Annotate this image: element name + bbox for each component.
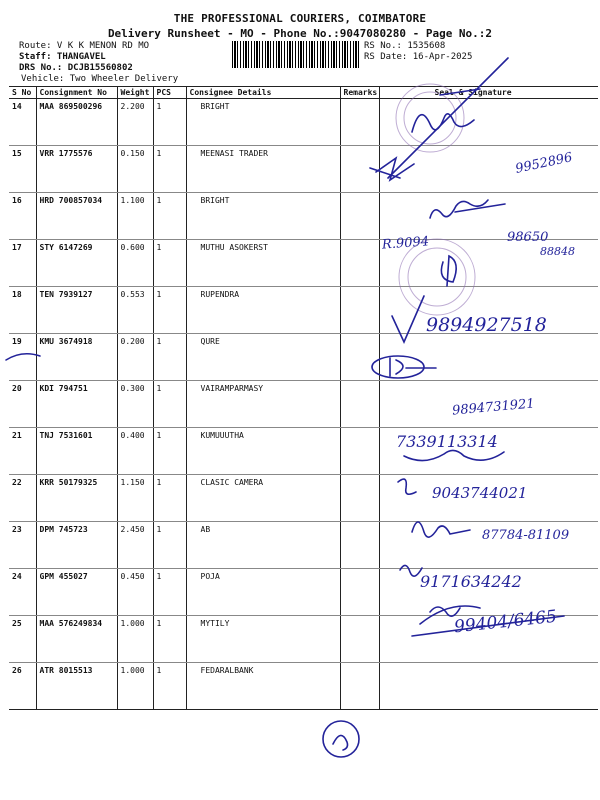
handwritten-phone-23: 9043744021 [432, 484, 528, 502]
cell-weight: 0.150 [117, 146, 153, 193]
handwritten-phone-17c: 88848 [540, 245, 575, 258]
cell-weight: 0.400 [117, 428, 153, 475]
cell-consignee: AB [186, 522, 340, 569]
cell-pcs: 1 [153, 663, 186, 710]
cell-consignee: RUPENDRA [186, 287, 340, 334]
cell-consignee: QURE [186, 334, 340, 381]
cell-pcs: 1 [153, 475, 186, 522]
cell-pcs: 1 [153, 334, 186, 381]
cell-remarks [340, 522, 379, 569]
cell-consignment: VRR 1775576 [36, 146, 117, 193]
cell-pcs: 1 [153, 99, 186, 146]
handwritten-phone-24: 87784-81109 [482, 528, 570, 543]
table-row [9, 663, 598, 710]
table-header-row [9, 87, 598, 99]
cell-consignee: BRIGHT [186, 193, 340, 240]
cell-remarks [340, 287, 379, 334]
table-row [9, 146, 598, 193]
cell-remarks [340, 616, 379, 663]
cell-consignee: POJA [186, 569, 340, 616]
cell-sno: 19 [9, 334, 36, 381]
cell-remarks [340, 240, 379, 287]
cell-pcs: 1 [153, 287, 186, 334]
cell-sno: 22 [9, 475, 36, 522]
cell-consignment: DPM 745723 [36, 522, 117, 569]
cell-pcs: 1 [153, 569, 186, 616]
cell-consignment: ATR 8015513 [36, 663, 117, 710]
cell-weight: 0.450 [117, 569, 153, 616]
cell-consignment: KDI 794751 [36, 381, 117, 428]
table-row [9, 99, 598, 146]
cell-sno: 14 [9, 99, 36, 146]
table-row [9, 334, 598, 381]
cell-sno: 20 [9, 381, 36, 428]
col-weight: Weight [117, 87, 153, 99]
cell-sno: 18 [9, 287, 36, 334]
staff-label: Staff: THANGAVEL [19, 52, 106, 62]
cell-remarks [340, 99, 379, 146]
initial-circle [323, 721, 359, 757]
cell-consignee: FEDARALBANK [186, 663, 340, 710]
cell-consignment: KRR 50179325 [36, 475, 117, 522]
cell-weight: 1.100 [117, 193, 153, 240]
cell-consignee: KUMUUUTHA [186, 428, 340, 475]
handwritten-phone-17b: 98650 [507, 230, 549, 245]
route-label: Route: V K K MENON RD MO [19, 41, 150, 51]
cell-sno: 21 [9, 428, 36, 475]
cell-weight: 0.300 [117, 381, 153, 428]
cell-consignment: TEN 7939127 [36, 287, 117, 334]
cell-consignee: MUTHU ASOKERST [186, 240, 340, 287]
col-pcs: PCS [153, 87, 186, 99]
runsheet-subtitle: Delivery Runsheet - MO - Phone No.:9047080280 - Page No.:2 [107, 27, 493, 40]
cell-pcs: 1 [153, 193, 186, 240]
col-consignment: Consignment No [36, 87, 117, 99]
cell-remarks [340, 475, 379, 522]
barcode [232, 41, 359, 68]
cell-remarks [340, 193, 379, 240]
cell-remarks [340, 569, 379, 616]
cell-remarks [340, 381, 379, 428]
cell-remarks [340, 334, 379, 381]
cell-signature [379, 99, 598, 146]
table-row [9, 428, 598, 475]
cell-signature [379, 193, 598, 240]
cell-signature [379, 663, 598, 710]
cell-sno: 25 [9, 616, 36, 663]
cell-sno: 23 [9, 522, 36, 569]
cell-consignment: KMU 3674918 [36, 334, 117, 381]
cell-consignment: STY 6147269 [36, 240, 117, 287]
handwritten-phone-25: 9171634242 [420, 572, 522, 591]
cell-consignment: MAA 576249834 [36, 616, 117, 663]
cell-weight: 2.200 [117, 99, 153, 146]
cell-weight: 1.000 [117, 616, 153, 663]
handwritten-phone-17: R.9094 [381, 234, 430, 253]
col-consignee: Consignee Details [186, 87, 340, 99]
cell-consignee: MYTILY [186, 616, 340, 663]
cell-pcs: 1 [153, 616, 186, 663]
cell-weight: 0.553 [117, 287, 153, 334]
cell-weight: 2.450 [117, 522, 153, 569]
cell-weight: 1.150 [117, 475, 153, 522]
vehicle-label: Vehicle: Two Wheeler Delivery [21, 74, 179, 84]
handwritten-phone-21: 9894731921 [451, 396, 536, 419]
cell-consignment: TNJ 7531601 [36, 428, 117, 475]
cell-consignment: GPM 455027 [36, 569, 117, 616]
cell-pcs: 1 [153, 381, 186, 428]
cell-remarks [340, 146, 379, 193]
cell-sno: 15 [9, 146, 36, 193]
cell-signature [379, 334, 598, 381]
cell-consignment: MAA 869500296 [36, 99, 117, 146]
col-sno: S No [9, 87, 36, 99]
cell-consignment: HRD 700857034 [36, 193, 117, 240]
cell-consignee: VAIRAMPARMASY [186, 381, 340, 428]
table-row [9, 240, 598, 287]
cell-sno: 17 [9, 240, 36, 287]
col-signature: Seal & Signature [379, 87, 598, 99]
cell-sno: 24 [9, 569, 36, 616]
cell-sno: 26 [9, 663, 36, 710]
rs-date: RS Date: 16-Apr-2025 [364, 52, 473, 62]
cell-pcs: 1 [153, 240, 186, 287]
rs-number: RS No.: 1535608 [364, 41, 446, 51]
company-title: THE PROFESSIONAL COURIERS, COIMBATORE [173, 12, 427, 25]
handwritten-phone-19: 9894927518 [426, 314, 547, 336]
cell-consignee: BRIGHT [186, 99, 340, 146]
drs-label: DRS No.: DCJB15560802 [19, 63, 133, 73]
col-remarks: Remarks [340, 87, 379, 99]
cell-pcs: 1 [153, 146, 186, 193]
handwritten-phone-15: 9952896 [514, 150, 574, 177]
handwritten-phone-26: 99404/6465 [453, 606, 558, 638]
cell-sno: 16 [9, 193, 36, 240]
cell-consignee: MEENASI TRADER [186, 146, 340, 193]
cell-consignee: CLASIC CAMERA [186, 475, 340, 522]
cell-pcs: 1 [153, 428, 186, 475]
cell-weight: 0.600 [117, 240, 153, 287]
cell-pcs: 1 [153, 522, 186, 569]
cell-remarks [340, 663, 379, 710]
cell-weight: 1.000 [117, 663, 153, 710]
handwritten-phone-22: 7339113314 [396, 432, 498, 451]
cell-weight: 0.200 [117, 334, 153, 381]
cell-remarks [340, 428, 379, 475]
